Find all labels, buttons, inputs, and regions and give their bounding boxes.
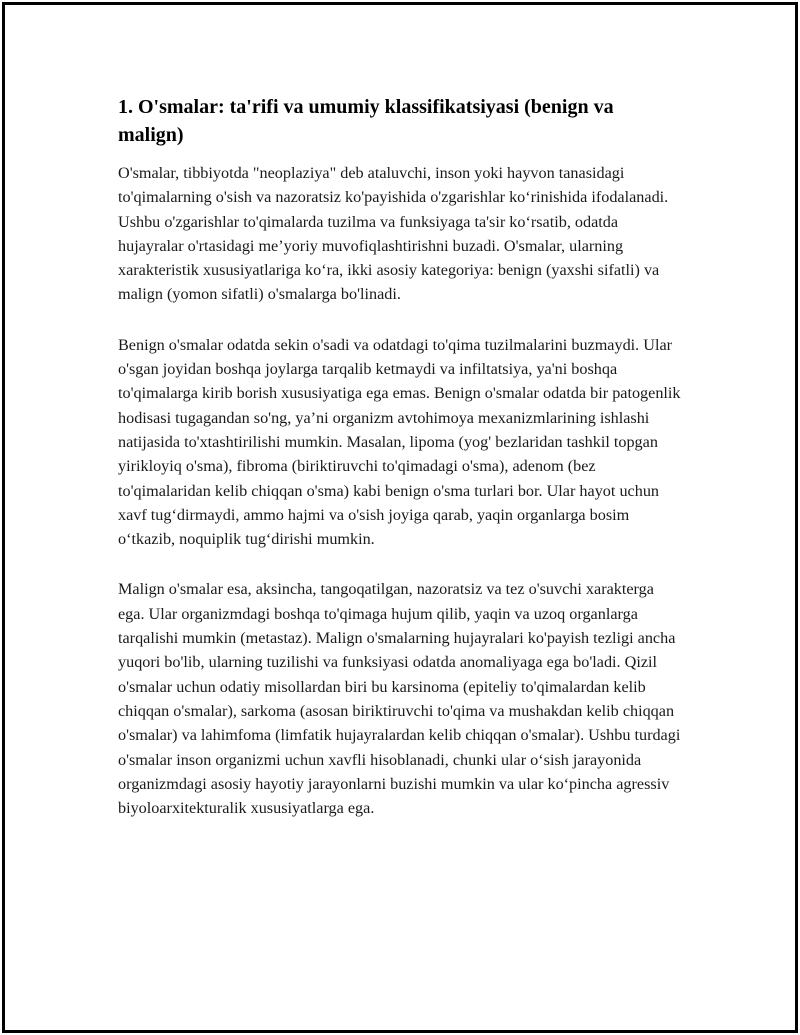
section-heading: 1. O'smalar: ta'rifi va umumiy klassifikatsiyasi (benign va malign) [118, 96, 614, 146]
paragraph-benign: Benign o'smalar odatda sekin o'sadi va odatdagi to'qima tuzilmalarini buzmaydi. Ular o'sgan joyidan boshqa joylarga tarqalib ketmaydi va infiltatsiya, ya'ni boshqa to'qimalarga kirib borish xususiyatiga ega emas. Benign o'smalar odatda bir patogenlik hodisasi tugagandan so'ng, ya’ni organizm avtohimoya mexanizmlarining ishlashi natijasida to'xtashtirilishi mumkin. Masalan, lipoma (yog' bezlaridan tashkil topgan yirikloyiq o'sma), fibroma (biriktiruvchi to'qimadagi o'sma), adenom (bez to'qimalaridan kelib chiqqan o'sma) kabi benign o'sma turlari bor. Ular hayot uchun xavf tugʻdirmaydi, ammo hajmi va o'sish joyiga qarab, yaqin organlarga bosim oʻtkazib, noquiplik tugʻdirishi mumkin. [118, 335, 681, 549]
paragraph-malign: Malign o'smalar esa, aksincha, tangoqatilgan, nazoratsiz va tez o'suvchi xarakterga ega. Ular organizmdagi boshqa to'qimaga hujum qilib, yaqin va uzoq organlarga tarqalishi mumkin (metastaz). Malign o'smalarning hujayralari ko'payish tezligi ancha yuqori bo'lib, ularning tuzilishi va funksiyasi odatda anomaliyaga ega bo'ladi. Qizil o'smalar uchun odatiy misollardan biri bu karsinoma (epiteliy to'qimalardan kelib chiqqan o'smalar), sarkoma (asosan biriktiruvchi to'qima va mushakdan kelib chiqqan o'smalar) va lahimfoma (limfatik hujayralardan kelib chiqqan o'smalar). Ushbu turdagi o'smalar inson organizmi uchun xavfli hisoblanadi, chunki ular oʻsish jarayonida organizmdagi asosiy hayotiy jarayonlarni buzishi mumkin va ular koʻpincha agressiv biyoloarxitekturalik xususiyatlarga ega. [118, 580, 681, 818]
paragraph-definition: O'smalar, tibbiyotda "neoplaziya" deb ataluvchi, inson yoki hayvon tanasidagi to'qimalarning o'sish va nazoratsiz ko'payishida o'zgarishlar koʻrinishida ifodalanadi. Ushbu o'zgarishlar to'qimalarda tuzilma va funksiyaga ta'sir koʻrsatib, odatda hujayralar o'rtasidagi me’yoriy muvofiqlashtirishni buzadi. O'smalar, ularning xarakteristik xususiyatlariga koʻra, ikki asosiy kategoriya: benign (yaxshi sifatli) va malign (yomon sifatli) o'smalarga bo'linadi. [118, 164, 669, 304]
document-body [118, 93, 683, 846]
